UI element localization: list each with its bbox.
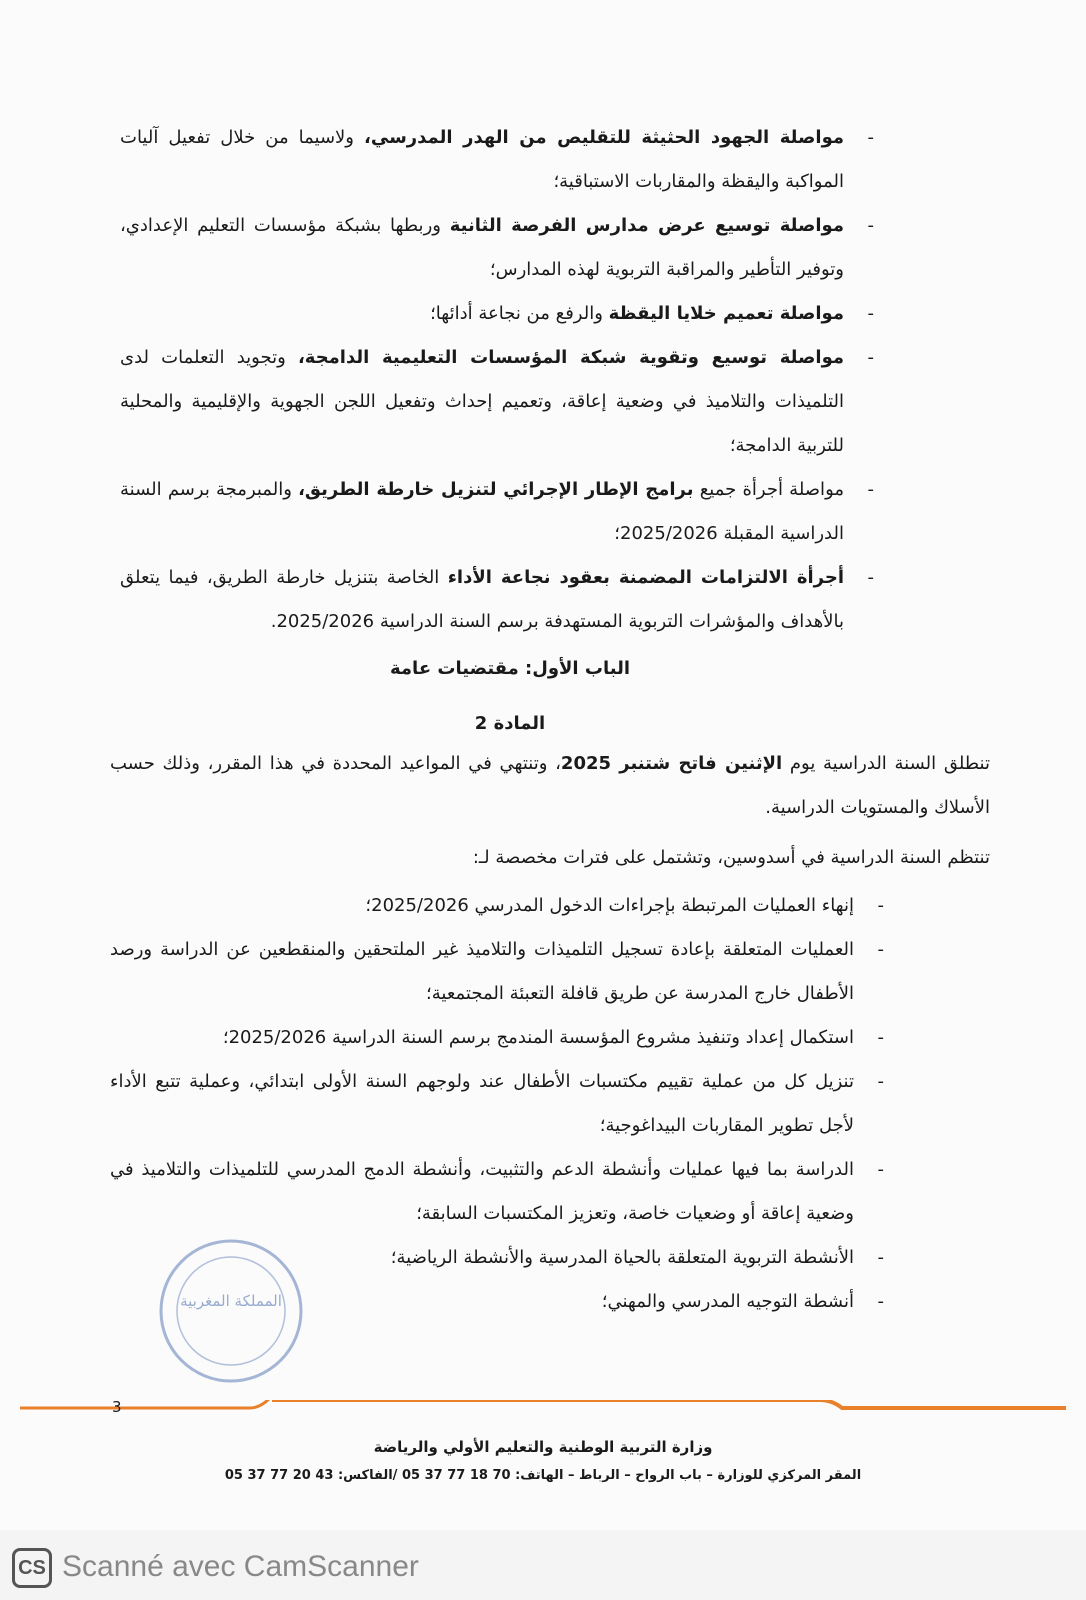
list-item: - الدراسة بما فيها عمليات وأنشطة الدعم والتثبيت، وأنشطة الدمج المدرسي للتلميذات والتلاميذ في وضعية إعاقة أو وضعيات خاصة، وتعزيز المكتسبات السابقة؛	[110, 1148, 890, 1236]
list-item: - أنشطة التوجيه المدرسي والمهني؛	[110, 1280, 890, 1324]
footer-divider	[20, 1400, 1066, 1430]
list-item: - أجرأة الالتزامات المضمنة بعقود نجاعة الأداء الخاصة بتنزيل خارطة الطريق، فيما يتعلق بالأهداف والمؤشرات التربوية المستهدفة برسم السنة الدراسية 2025/2026.	[120, 556, 880, 644]
page-number: 3	[112, 1398, 122, 1416]
list-item: - العمليات المتعلقة بإعادة تسجيل التلميذات والتلاميذ غير الملتحقين والمنقطعين عن الدراسة ورصد الأطفال خارج المدرسة عن طريق قافلة التعبئة المجتمعية؛	[110, 928, 890, 1016]
article-title: المادة 2	[474, 713, 546, 734]
article-paragraph: تنطلق السنة الدراسية يوم الإثنين فاتح شتنبر 2025، وتنتهي في المواعيد المحددة في هذا المقرر، وذلك حسب الأسلاك والمستويات الدراسية.	[110, 753, 990, 818]
scanner-text: Scanné avec CamScanner	[62, 1550, 419, 1583]
chapter-title: الباب الأول: مقتضيات عامة	[390, 658, 630, 679]
list-item: - تنزيل كل من عملية تقييم مكتسبات الأطفال عند ولوجهم السنة الأولى ابتدائي، وعملية تتبع الأداء لأجل تطوير المقاربات البيداغوجية؛	[110, 1060, 890, 1148]
list-item: - مواصلة أجرأة جميع برامج الإطار الإجرائي لتنزيل خارطة الطريق، والمبرمجة برسم السنة الدراسية المقبلة 2025/2026؛	[120, 468, 880, 556]
document-content	[110, 116, 990, 1324]
scanner-watermark	[0, 1540, 1086, 1600]
list-item: - مواصلة تعميم خلايا اليقظة والرفع من نجاعة أدائها؛	[120, 292, 880, 336]
footer-ministry: وزارة التربية الوطنية والتعليم الأولي والرياضة	[373, 1438, 713, 1456]
stamp-text: المملكة المغربية	[180, 1292, 282, 1310]
intro-line: تنتظم السنة الدراسية في أسدوسين، وتشتمل على فترات مخصصة لـ:	[472, 847, 990, 868]
footer-address: المقر المركزي للوزارة – باب الرواح – الرباط – الهاتف: 70 18 77 37 05 /الفاكس: 43 20 77 37 05	[224, 1468, 862, 1483]
list-item: - مواصلة توسيع عرض مدارس الفرصة الثانية وربطها بشبكة مؤسسات التعليم الإعدادي، وتوفير التأطير والمراقبة التربوية لهذه المدارس؛	[120, 204, 880, 292]
list-item: - استكمال إعداد وتنفيذ مشروع المؤسسة المندمج برسم السنة الدراسية 2025/2026؛	[110, 1016, 890, 1060]
camscanner-logo-icon: CS	[12, 1548, 52, 1588]
list-item: - مواصلة الجهود الحثيثة للتقليص من الهدر المدرسي، ولاسيما من خلال تفعيل آليات المواكبة واليقظة والمقاربات الاستباقية؛	[120, 116, 880, 204]
objectives-list	[120, 116, 880, 644]
list-item: - الأنشطة التربوية المتعلقة بالحياة المدرسية والأنشطة الرياضية؛	[110, 1236, 890, 1280]
official-stamp	[156, 1236, 306, 1386]
list-item: - إنهاء العمليات المرتبطة بإجراءات الدخول المدرسي 2025/2026؛	[110, 884, 890, 928]
list-item: - مواصلة توسيع وتقوية شبكة المؤسسات التعليمية الدامجة، وتجويد التعلمات لدى التلميذات والتلاميذ في وضعية إعاقة، وتعميم إحداث وتفعيل اللجن الجهوية والإقليمية والمحلية للتربية الدامجة؛	[120, 336, 880, 468]
